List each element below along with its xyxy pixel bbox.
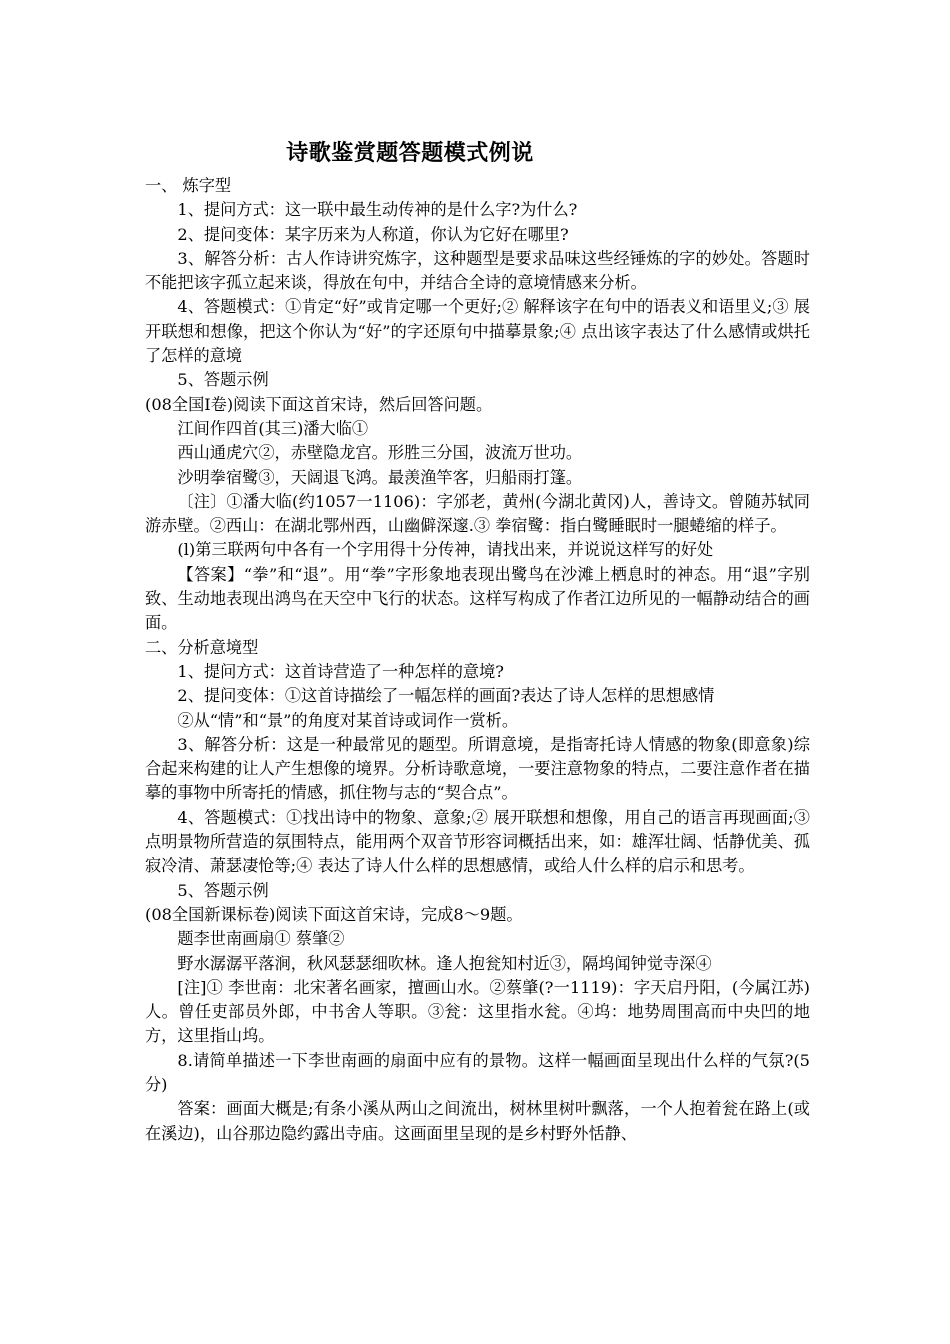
paragraph: 野水潺潺平落涧，秋风瑟瑟细吹林。逢人抱瓮知村近③，隔坞闻钟觉寺深④ xyxy=(177,953,712,973)
paragraph: ②从“情”和“景”的角度对某首诗或词作一赏析。 xyxy=(177,710,519,730)
paragraph: 〔注〕①潘大临(约1057一1106)：字邠老，黄州(今湖北黄冈)人，善诗文。曾随苏轼同游赤壁。②西山：在湖北鄂州西，山幽僻深邃.③ 拳宿鹭：指白鹭睡眠时一腿蜷缩的样子。 xyxy=(145,491,810,536)
paragraph: (l)第三联两句中各有一个字用得十分传神，请找出来，并说说这样写的好处 xyxy=(177,540,714,560)
paragraph: 2、提问变体：①这首诗描绘了一幅怎样的画面?表达了诗人怎样的思想感情 xyxy=(177,686,715,706)
paragraph: 4、答题模式：①肯定“好”或肯定哪一个更好;② 解释该字在句中的语表义和语里义;③ 展开联想和想像，把这个你认为“好”的字还原句中描摹景象;④ 点出该字表达了什么感情或烘托了怎样的意境 xyxy=(145,297,810,366)
paragraph: 5、答题示例 xyxy=(177,370,269,390)
document-body xyxy=(145,174,810,1146)
paragraph: (08全国Ⅰ卷)阅读下面这首宋诗，然后回答问题。 xyxy=(145,394,493,414)
paragraph: 一、 炼字型 xyxy=(145,176,232,195)
paragraph: 答案：画面大概是;有条小溪从两山之间流出，树林里树叶飘落，一个人抱着瓮在路上(或在溪边)，山谷那边隐约露出寺庙。这画面里呈现的是乡村野外恬静、 xyxy=(145,1099,810,1143)
paragraph: 【答案】“拳”和“退”。用“拳”字形象地表现出鹭鸟在沙滩上栖息时的神态。用“退”字别致、生动地表现出鸿鸟在天空中飞行的状态。这样写构成了作者江边所见的一幅静动结合的画面。 xyxy=(145,564,810,633)
paragraph: 1、提问方式：这首诗营造了一种怎样的意境? xyxy=(177,661,504,681)
paragraph: [注]① 李世南：北宋著名画家，擅画山水。②蔡肇(?一1119)：字天启丹阳，(今属江苏)人。曾任吏部员外郎，中书舍人等职。③瓮：这里指水瓮。④坞：地势周围高而中央凹的地方，这里指山坞。 xyxy=(145,977,810,1046)
paragraph: 西山通虎穴②，赤壁隐龙宫。形胜三分国，波流万世功。 xyxy=(177,443,583,463)
paragraph: 题李世南画扇① 蔡肇② xyxy=(177,929,345,949)
paragraph: 2、提问变体：某字历来为人称道，你认为它好在哪里? xyxy=(177,224,569,244)
paragraph: (08全国新课标卷)阅读下面这首宋诗，完成8～9题。 xyxy=(145,904,523,924)
paragraph: 二、分析意境型 xyxy=(145,637,259,657)
paragraph: 5、答题示例 xyxy=(177,880,269,900)
paragraph: 3、解答分析：这是一种最常见的题型。所谓意境，是指寄托诗人情感的物象(即意象)综合起来构建的让人产生想像的境界。分析诗歌意境，一要注意物象的特点，二要注意作者在描摹的事物中所寄托的情感，抓住物与志的“契合点”。 xyxy=(145,734,810,803)
paragraph: 4、答题模式：①找出诗中的物象、意象;② 展开联想和想像，用自己的语言再现画面;③ 点明景物所营造的氛围特点，能用两个双音节形容词概括出来，如：雄浑壮阔、恬静优美、孤寂冷清、萧瑟凄怆等;④ 表达了诗人什么样的思想感情，或给人什么样的启示和思考。 xyxy=(145,807,810,876)
document-title: 诗歌鉴赏题答题模式例说 xyxy=(286,141,534,166)
paragraph: 江间作四首(其三)潘大临① xyxy=(177,418,369,438)
paragraph: 1、提问方式：这一联中最生动传神的是什么字?为什么? xyxy=(177,200,578,220)
paragraph: 8.请简单描述一下李世南画的扇面中应有的景物。这样一幅画面呈现出什么样的气氛?(5分) xyxy=(145,1050,810,1094)
paragraph: 沙明拳宿鹭③，天阔退飞鸿。最羡渔竿客，归船雨打篷。 xyxy=(177,467,583,487)
paragraph: 3、解答分析：古人作诗讲究炼字，这种题型是要求品味这些经锤炼的字的妙处。答题时不能把该字孤立起来谈，得放在句中，并结合全诗的意境情感来分析。 xyxy=(145,248,810,293)
